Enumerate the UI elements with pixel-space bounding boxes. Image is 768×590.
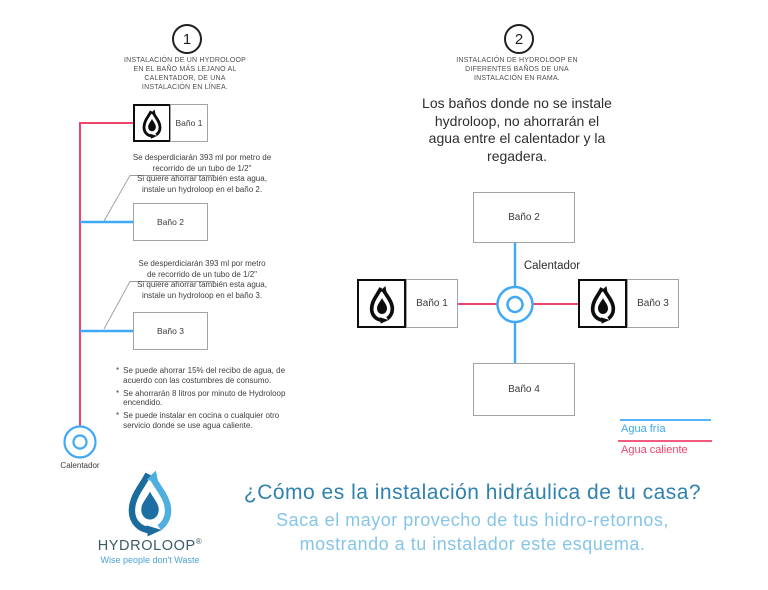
note-bath3 — [112, 259, 292, 301]
brand-tagline: Wise people don't Waste — [100, 555, 200, 565]
note-line: Si quiere ahorrar también esta agua, — [137, 280, 267, 289]
bath1-box-d2: Baño 1 — [406, 279, 458, 328]
bath3-box-d1: Baño 3 — [133, 312, 208, 350]
bath4-box-d2: Baño 4 — [473, 363, 575, 416]
note-line: Se desperdiciarán 393 ml por metro — [138, 259, 266, 268]
savings-bullet-list — [116, 366, 294, 434]
hydroloop-drop-icon — [365, 284, 399, 324]
bullet-marker: * — [116, 388, 120, 398]
diagram2-title-line: DIFERENTES BAÑOS DE UNA — [465, 66, 569, 73]
bath2-box-d2: Baño 2 — [473, 192, 575, 243]
list-item — [116, 366, 294, 386]
hydroloop-unit-box — [357, 279, 406, 328]
list-item — [116, 411, 294, 431]
hydroloop-unit-box — [578, 279, 627, 328]
heater-icon-left-inner — [74, 436, 87, 449]
step-2-badge: 2 — [504, 24, 534, 54]
bath3-box-d2: Baño 3 — [627, 279, 679, 328]
diagram1-title-line: EN EL BAÑO MÁS LEJANO AL — [133, 66, 237, 73]
footer-subtitle-line: Saca el mayor provecho de tus hidro-retornos, — [276, 510, 669, 530]
footer-subtitle-line: mostrando a tu instalador este esquema. — [299, 534, 646, 554]
diagram1-title-line: CALENTADOR, DE UNA — [144, 75, 226, 82]
bath1-box-d1: Baño 1 — [170, 104, 208, 142]
diagram2-title-line: INSTALACIÓN DE HYDROLOOP EN — [456, 57, 578, 64]
note-line: recorrido de un tubo de 1/2" — [152, 163, 252, 173]
intro-line: regadera. — [487, 147, 547, 164]
intro-line: agua entre el calentador y la — [428, 130, 606, 146]
heater-label-left: Calentador — [60, 461, 100, 470]
brand-name — [75, 537, 225, 554]
bath2-box-d1: Baño 2 — [133, 203, 208, 241]
diagram2-intro-text — [392, 95, 642, 165]
diagram1-title-line: INSTALACIÓN EN LÍNEA. — [141, 84, 229, 91]
hydroloop-unit-box — [133, 104, 171, 142]
registered-mark: ® — [195, 537, 203, 546]
step-1-badge: 1 — [172, 24, 202, 54]
note-bath2 — [112, 153, 292, 195]
intro-line: Los baños donde no se instale — [422, 95, 612, 111]
brand-text: HYDROLOOP — [97, 537, 196, 554]
hydroloop-drop-icon — [586, 284, 620, 324]
heater-icon-right-inner — [508, 297, 523, 312]
bullet-marker: * — [116, 411, 120, 421]
note-line: Se desperdiciarán 393 ml por metro de — [132, 153, 272, 162]
note-line: de recorrido de un tubo de 1/2" — [146, 269, 258, 279]
note-line: instale un hydroloop en el baño 3. — [141, 290, 263, 300]
diagram2-title — [432, 56, 602, 83]
list-item — [116, 389, 294, 409]
heater-label-right: Calentador — [523, 260, 581, 272]
note-line: instale un hydroloop en el baño 2. — [141, 184, 263, 194]
bullet-text: Se puede ahorrar 15% del recibo de agua, de acuerdo con las costumbres de consumo. — [123, 366, 286, 385]
bullet-text: Se puede instalar en cocina o cualquier otro servicio donde se use agua caliente. — [123, 411, 280, 430]
legend-cold-label: Agua fría — [621, 423, 666, 435]
footer-heading: ¿Cómo es la instalación hidráulica de tu casa? — [243, 481, 702, 504]
hydroloop-logo-icon — [119, 467, 181, 537]
bullet-text: Se ahorrarán 8 litros por minuto de Hydroloop encendido. — [123, 388, 286, 408]
note-line: Si quiere ahorrar también esta agua, — [137, 174, 267, 183]
diagram1-title — [100, 56, 270, 92]
intro-line: hydroloop, no ahorrarán el — [434, 112, 600, 129]
bullet-marker: * — [116, 366, 120, 375]
legend-hot-label: Agua caliente — [621, 444, 688, 456]
diagram1-title-line: INSTALACIÓN DE UN HYDROLOOP — [124, 57, 246, 64]
diagram2-title-line: INSTALACIÓN EN RAMA. — [474, 75, 560, 82]
hydroloop-drop-icon — [139, 108, 165, 139]
